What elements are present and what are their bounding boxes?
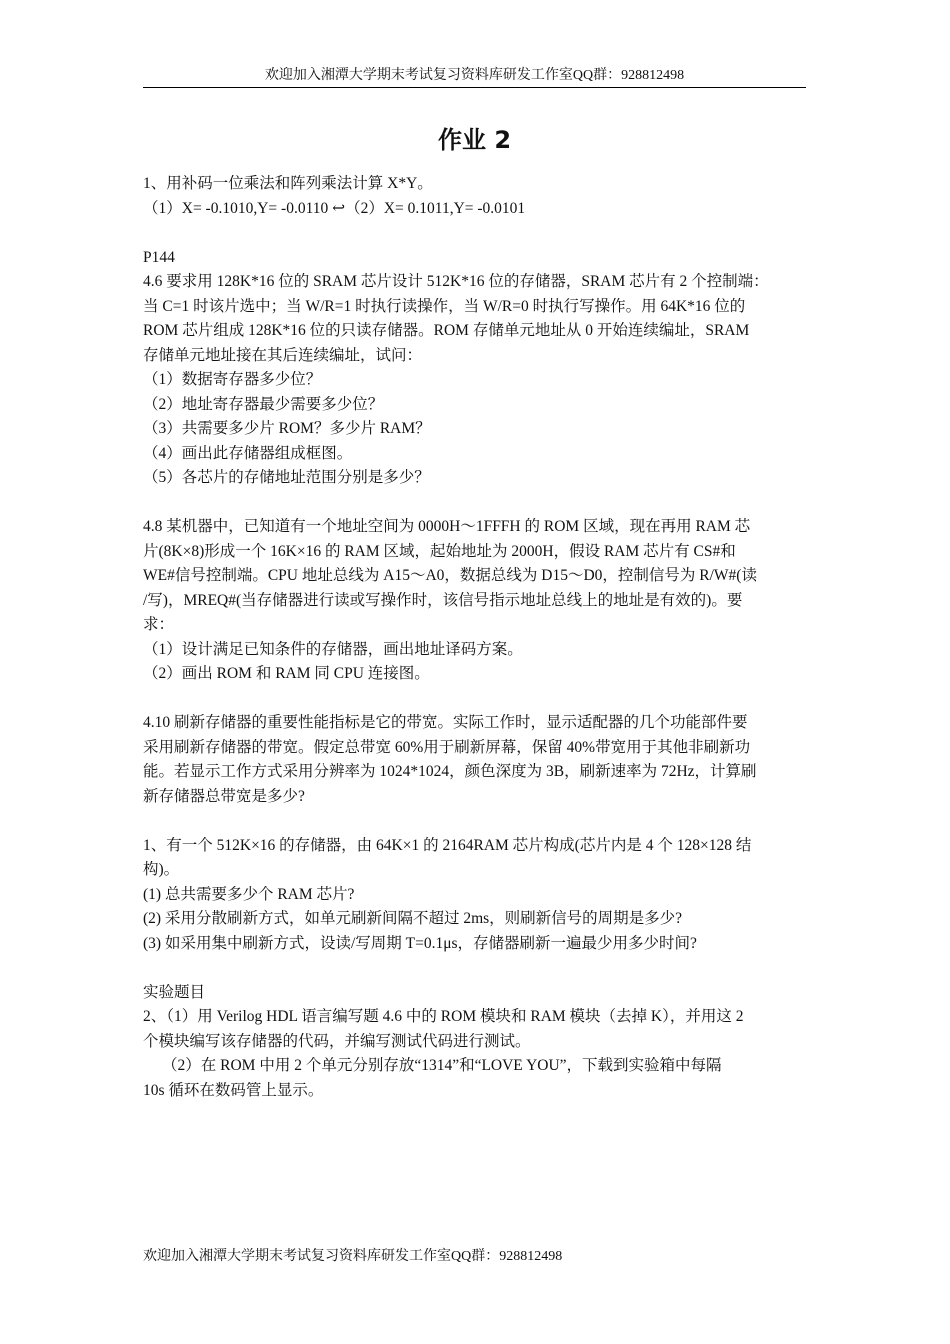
- text-line: /写)，MREQ#(当存储器进行读或写操作时，该信号指示地址总线上的地址是有效的)。要: [143, 591, 743, 609]
- text-line: 4.8 某机器中，已知道有一个地址空间为 0000H～1FFFH 的 ROM 区域，现在再用 RAM 芯: [143, 518, 751, 535]
- text-line: (1) 总共需要多少个 RAM 芯片?: [143, 885, 355, 903]
- page-header: 欢迎加入湘潭大学期末考试复习资料库研发工作室QQ群：928812498: [264, 68, 685, 83]
- text-line: 构)。: [143, 861, 180, 878]
- text-line: 个模块编写该存储器的代码，并编写测试代码进行测试。: [143, 1032, 531, 1050]
- blank-line: [143, 809, 809, 834]
- text-line: ROM 芯片组成 128K*16 位的只读存储器。ROM 存储单元地址从 0 开始连续编址，SRAM: [143, 322, 750, 339]
- text-line: （4）画出此存储器组成框图。: [143, 444, 353, 462]
- blank-line: [143, 687, 809, 712]
- blank-line: [143, 491, 809, 516]
- text-line: 4.10 刷新存储器的重要性能指标是它的带宽。实际工作时，显示适配器的几个功能部件要: [143, 714, 748, 731]
- page-footer: 欢迎加入湘潭大学期末考试复习资料库研发工作室QQ群：928812498: [143, 1249, 563, 1264]
- text-line: WE#信号控制端。CPU 地址总线为 A15～A0，数据总线为 D15～D0，控制信号为 R/W#(读: [143, 567, 757, 584]
- text-line: （5）各芯片的存储地址范围分别是多少？: [143, 469, 430, 486]
- blank-line: [143, 221, 809, 246]
- text-line: （2）在 ROM 中用 2 个单元分别存放“1314”和“LOVE YOU”，下载到实验箱中每隔: [162, 1057, 722, 1074]
- text-line: 片(8K×8)形成一个 16K×16 的 RAM 区域，起始地址为 2000H，假设 RAM 芯片有 CS#和: [143, 542, 736, 560]
- text-line: 能。若显示工作方式采用分辨率为 1024*1024，颜色深度为 3B，刷新速率为 72Hz，计算刷: [143, 763, 757, 780]
- text-line: 实验题目: [143, 983, 206, 1001]
- text-line: 4.6 要求用 128K*16 位的 SRAM 芯片设计 512K*16 位的存储器，SRAM 芯片有 2 个控制端：: [143, 273, 769, 290]
- blank-line: [143, 956, 809, 981]
- text-line: 当 C=1 时该片选中；当 W/R=1 时执行读操作，当 W/R=0 时执行写操作。用 64K*16 位的: [143, 297, 746, 315]
- text-line: 采用刷新存储器的带宽。假定总带宽 60%用于刷新屏幕，保留 40%带宽用于其他非刷新功: [143, 738, 751, 756]
- text-line: 求：: [143, 616, 175, 633]
- text-line: （1）数据寄存器多少位？: [143, 371, 322, 388]
- page-title: 作业 2: [437, 126, 512, 154]
- text-line: 1、用补码一位乘法和阵列乘法计算 X*Y。: [143, 175, 433, 192]
- text-line: 10s 循环在数码管上显示。: [143, 1081, 324, 1099]
- text-line: （1）设计满足已知条件的存储器，画出地址译码方案。: [143, 640, 523, 658]
- text-line: 1、有一个 512K×16 的存储器，由 64K×1 的 2164RAM 芯片构成(芯片内是 4 个 128×128 结: [143, 836, 752, 854]
- text-line: 2、（1）用 Verilog HDL 语言编写题 4.6 中的 ROM 模块和 RAM 模块（去掉 K），并用这 2: [143, 1008, 744, 1025]
- text-line: （3）共需要多少片 ROM？多少片 RAM？: [143, 420, 431, 437]
- text-line: （1）X= -0.1010,Y= -0.0110 ↩（2）X= 0.1011,Y= -0.0101: [143, 199, 526, 217]
- text-line: (3) 如采用集中刷新方式，设读/写周期 T=0.1μs，存储器刷新一遍最少用多少时间?: [143, 934, 697, 952]
- text-line: P144: [143, 248, 175, 266]
- text-line: 新存储器总带宽是多少?: [143, 787, 305, 805]
- text-line: （2）地址寄存器最少需要多少位？: [143, 395, 384, 413]
- document-body: [143, 172, 809, 1103]
- text-line: (2) 采用分散刷新方式，如单元刷新间隔不超过 2ms，则刷新信号的周期是多少?: [143, 910, 683, 927]
- header-divider: [143, 87, 806, 88]
- text-line: 存储单元地址接在其后连续编址，试问：: [143, 346, 423, 364]
- text-line: （2）画出 ROM 和 RAM 同 CPU 连接图。: [143, 665, 430, 682]
